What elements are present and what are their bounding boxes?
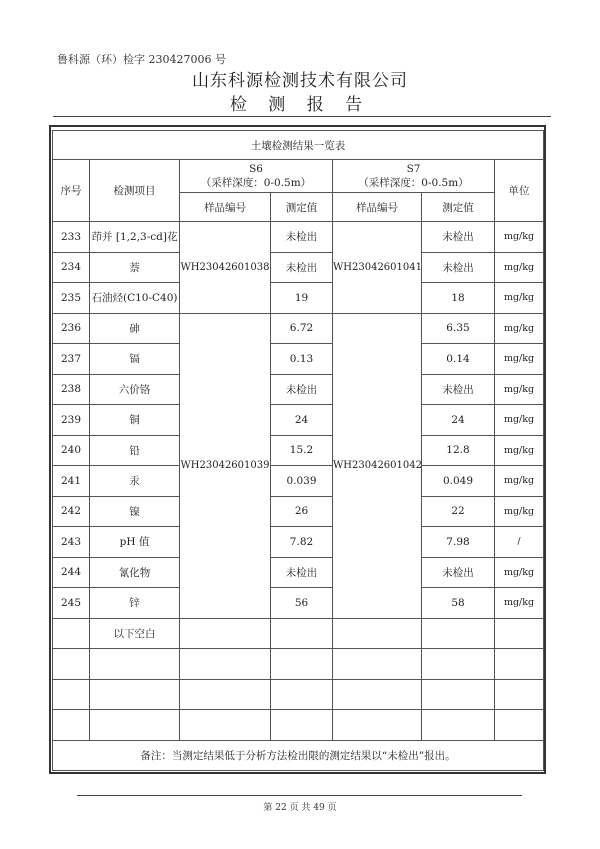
- row-no: 244: [53, 557, 90, 588]
- empty-cell: [333, 618, 422, 649]
- blank-note: 以下空白: [90, 618, 180, 649]
- row-s7-value: 未检出: [422, 374, 495, 405]
- header-seq: 序号: [53, 160, 90, 222]
- row-no: 233: [53, 222, 90, 253]
- row-unit: mg/kg: [495, 557, 544, 588]
- report-number: 鲁科源（环）检字 230427006 号: [57, 53, 226, 66]
- table-row: [53, 252, 544, 283]
- footer-divider: [77, 795, 522, 796]
- row-unit: mg/kg: [495, 588, 544, 619]
- s6-depth: （采样深度：0-0.5m）: [200, 176, 312, 189]
- row-no: 235: [53, 283, 90, 314]
- empty-cell: [495, 618, 544, 649]
- row-s6-value: 19: [271, 283, 333, 314]
- row-item: 铜: [90, 405, 180, 436]
- row-s7-value: 58: [422, 588, 495, 619]
- row-s6-value: 未检出: [271, 222, 333, 253]
- empty-cell: [53, 649, 90, 680]
- row-item: 铅: [90, 435, 180, 466]
- row-no: 238: [53, 374, 90, 405]
- header-s7: [333, 160, 495, 193]
- table-row: [53, 283, 544, 314]
- table-row: [53, 649, 544, 680]
- row-s7-value: 0.049: [422, 466, 495, 497]
- empty-cell: [180, 649, 271, 680]
- row-s7-value: 7.98: [422, 527, 495, 558]
- header-row-1: [53, 160, 544, 193]
- empty-cell: [90, 679, 180, 710]
- empty-cell: [495, 649, 544, 680]
- row-s7-value: 未检出: [422, 222, 495, 253]
- row-s7-value: 12.8: [422, 435, 495, 466]
- table-row: [53, 313, 544, 344]
- row-s6-value: 未检出: [271, 374, 333, 405]
- header-s6-sample-code: 样品编号: [180, 193, 271, 222]
- header-s6-value: 测定值: [271, 193, 333, 222]
- row-s6-value: 56: [271, 588, 333, 619]
- empty-cell: [333, 679, 422, 710]
- empty-cell: [333, 710, 422, 741]
- row-no: 240: [53, 435, 90, 466]
- row-unit: mg/kg: [495, 313, 544, 344]
- empty-cell: [90, 710, 180, 741]
- row-item: 茚并 [1,2,3-cd]花: [90, 222, 180, 253]
- remark-text: 备注：当测定结果低于分析方法检出限的测定结果以“未检出”报出。: [53, 740, 544, 770]
- s7-sample-code-a: WH23042601041: [333, 222, 422, 314]
- empty-cell: [180, 618, 271, 649]
- row-s7-value: 0.14: [422, 344, 495, 375]
- table-row: [53, 222, 544, 253]
- row-unit: mg/kg: [495, 435, 544, 466]
- company-name: 山东科源检测技术有限公司: [192, 71, 408, 91]
- row-s7-value: 22: [422, 496, 495, 527]
- row-unit: mg/kg: [495, 344, 544, 375]
- empty-cell: [180, 710, 271, 741]
- row-item: 镍: [90, 496, 180, 527]
- table-row: [53, 618, 544, 649]
- row-unit: mg/kg: [495, 374, 544, 405]
- row-s6-value: 7.82: [271, 527, 333, 558]
- row-item: pH 值: [90, 527, 180, 558]
- empty-cell: [53, 710, 90, 741]
- row-item: 石油烃(C10-C40): [90, 283, 180, 314]
- row-item: 萘: [90, 252, 180, 283]
- table-row: [53, 466, 544, 497]
- row-s6-value: 26: [271, 496, 333, 527]
- s7-sample-code-b: WH23042601042: [333, 313, 422, 618]
- row-s7-value: 6.35: [422, 313, 495, 344]
- row-item: 镉: [90, 344, 180, 375]
- table-title-row: [53, 131, 544, 160]
- empty-cell: [333, 649, 422, 680]
- table-row: [53, 679, 544, 710]
- row-item: 锌: [90, 588, 180, 619]
- row-s6-value: 6.72: [271, 313, 333, 344]
- row-item: 六价铬: [90, 374, 180, 405]
- empty-cell: [422, 679, 495, 710]
- table-row: [53, 344, 544, 375]
- empty-cell: [495, 710, 544, 741]
- s6-sample-code-b: WH23042601039: [180, 313, 271, 618]
- row-s6-value: 24: [271, 405, 333, 436]
- table-row: [53, 496, 544, 527]
- empty-cell: [271, 710, 333, 741]
- s6-name: S6: [249, 162, 263, 175]
- row-s7-value: 24: [422, 405, 495, 436]
- row-unit: mg/kg: [495, 252, 544, 283]
- row-s7-value: 未检出: [422, 252, 495, 283]
- row-unit: mg/kg: [495, 405, 544, 436]
- row-unit: mg/kg: [495, 283, 544, 314]
- header-s7-value: 测定值: [422, 193, 495, 222]
- page-number: 第 22 页 共 49 页: [263, 803, 337, 813]
- table-row: [53, 374, 544, 405]
- row-unit: mg/kg: [495, 466, 544, 497]
- row-s6-value: 未检出: [271, 557, 333, 588]
- row-no: 239: [53, 405, 90, 436]
- s7-name: S7: [406, 162, 421, 175]
- empty-cell: [53, 679, 90, 710]
- results-table: [52, 130, 544, 771]
- document-title: 检 测 报 告: [229, 95, 371, 115]
- row-no: 242: [53, 496, 90, 527]
- header-s7-sample-code: 样品编号: [333, 193, 422, 222]
- row-unit: mg/kg: [495, 496, 544, 527]
- table-row: [53, 710, 544, 741]
- table-row: [53, 435, 544, 466]
- empty-cell: [271, 649, 333, 680]
- row-s6-value: 0.13: [271, 344, 333, 375]
- table-title: 土壤检测结果一览表: [53, 131, 544, 160]
- row-s6-value: 未检出: [271, 252, 333, 283]
- row-s6-value: 15.2: [271, 435, 333, 466]
- row-unit: /: [495, 527, 544, 558]
- table-row: [53, 527, 544, 558]
- empty-cell: [271, 618, 333, 649]
- row-item: 汞: [90, 466, 180, 497]
- row-no: 241: [53, 466, 90, 497]
- empty-cell: [495, 679, 544, 710]
- row-no: 234: [53, 252, 90, 283]
- row-s7-value: 未检出: [422, 557, 495, 588]
- header-unit: 单位: [495, 160, 544, 222]
- empty-cell: [180, 679, 271, 710]
- header-divider: [53, 116, 551, 117]
- header-s6: [180, 160, 333, 193]
- remark-row: [53, 740, 544, 770]
- table-row: [53, 588, 544, 619]
- s6-sample-code-a: WH23042601038: [180, 222, 271, 314]
- empty-cell: [422, 710, 495, 741]
- table-row: [53, 405, 544, 436]
- row-unit: mg/kg: [495, 222, 544, 253]
- header-item: 检测项目: [90, 160, 180, 222]
- empty-cell: [271, 679, 333, 710]
- empty-cell: [90, 649, 180, 680]
- row-no: 236: [53, 313, 90, 344]
- row-item: 砷: [90, 313, 180, 344]
- empty-cell: [53, 618, 90, 649]
- row-no: 243: [53, 527, 90, 558]
- s7-depth: （采样深度：0-0.5m）: [358, 176, 469, 189]
- table-row: [53, 557, 544, 588]
- empty-cell: [422, 618, 495, 649]
- row-item: 氰化物: [90, 557, 180, 588]
- row-s6-value: 0.039: [271, 466, 333, 497]
- row-no: 245: [53, 588, 90, 619]
- empty-cell: [422, 649, 495, 680]
- row-no: 237: [53, 344, 90, 375]
- row-s7-value: 18: [422, 283, 495, 314]
